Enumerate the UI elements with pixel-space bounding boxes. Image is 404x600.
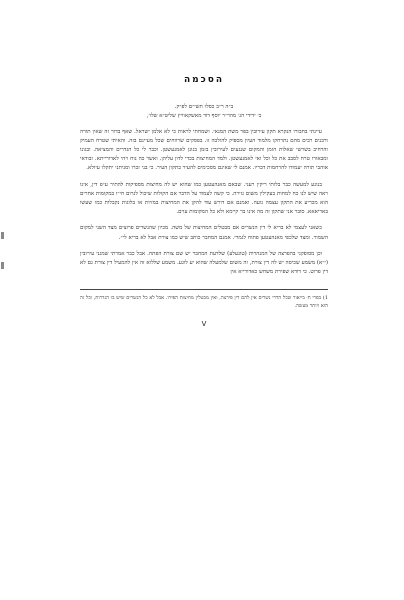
scan-edge-mark (1, 262, 4, 269)
addressee-line: כ׳ ידידי הג׳ מהר״ר יוסף דוד מאשקאוויץ שליט״א שלו׳, (146, 113, 262, 120)
footnote-divider (80, 289, 328, 290)
document-title: הסכמה (183, 75, 225, 85)
body-paragraph: בנוגע למעשה כבר בלותי ריקין רעני. שבאם מאנהעטען כמו שהוא יש לה מחיצות מספיקות להתיר ע״פ דין, אינו ראה שיש לנו כח למחות בעקילין משום גזירה. כי קשה לעמוד על הדבר אם הקולות שיכול לגרום חי״ו במקומות אחרים הוא מכריע את התקון עצמה גועה. ואמנם אם דורש עוד להקן את המחיצות במזיות או בלוגות נקבלות כמו שעשו באריאאא. סובר אני שתקון זה מה אינו בר קיימא ולא כל המקומות עוים. (80, 181, 328, 216)
scan-edge-mark (1, 232, 4, 239)
page-number: V (201, 320, 207, 329)
date-line: ב״ה ר״ב כסלו תשי״ם לפ״ק. (174, 104, 234, 111)
body-paragraph: וכן מסופקני בהפרצה של המנהרות (טונעלע) שלדעת המחבר יש שם צורת הפתח. אבל כבר אמרתי שמגני עירובין (י״א) משמע שכיסה יש לה דין צורת, וה משום שלמעלה שהוא יע לוגע. משמע שללוא זה אין להמעיל דין צורת גם לא דין פרוט. כי דודא שפירת משחש כאדורייא אין (80, 250, 328, 276)
approbation-document (80, 60, 328, 330)
body-paragraph: כשאני לעצמי לא בריא לי דין הנשרים אם מבטלים המחיצות של משה. מכיון שהנשרים פרוצים מצד השני למקום השמור. ומצד שלכפי מאנהעטען פתוח לגמרי. אמנם המחבר כותב שיש כמו צורת אבל לא בריא לי״. (80, 225, 328, 241)
footnote: 1) בפרי ח׳ בייאור שכל הדרי נשרים אין להם דין פירצה, ואין מבטלין מחיצות הפירו. אבל לא כל הנשרים שיש בו הגדרות, וכל זה הוא ויותר מעשה. (80, 295, 328, 310)
body-paragraph: עיינתי בחבורו הנקרא תקון עירובין בפר משת המנאי. ושמחתי לראות כי לא אלמן ישראל. שאף בדור זה שאין תורה ורבנים רבים מהם נתרחקו מלמוד העיון מספיק להולכה זו. בפסקים שרווחים שכל מעיינם בזה. והאיתי שטרח העמיק והרחיב בשרשי שאלות הזמן והמקום שנגעים לעירובין בזמן בגונן לאמנעשטן. וכבר לי כל הגדרים והמציאה. ובגונו ומבאורו טרח לסבב את כל וכל ואי לאמנעשטן. ולמד המחיצות בכדי לדון עליהן. ואשר כה נוח ויהי לאדורייתא. ובודאי אוהבי תורה יעמודו להרחמות דבריו. אמנם לי שאינם מסכימים להעיר בתקון העיר. כי בני זכרו ומניתני יתקלו עיולא. (80, 128, 328, 172)
